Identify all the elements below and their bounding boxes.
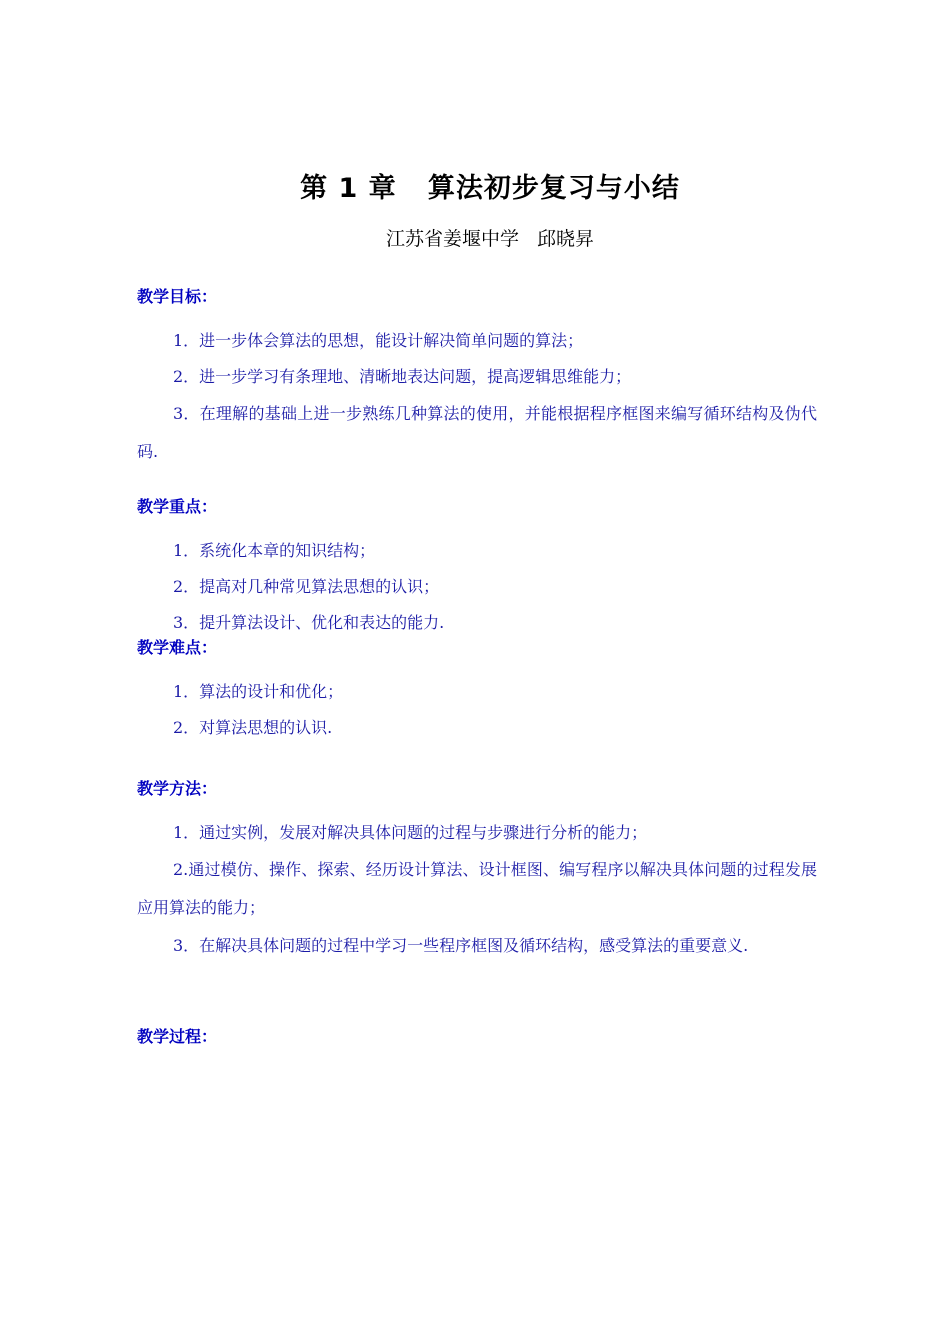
list-item: 1．系统化本章的知识结构； [173, 541, 376, 560]
section-heading: 教学方法： [137, 779, 218, 798]
section-heading: 教学难点： [137, 638, 218, 657]
list-item: 1．通过实例，发展对解决具体问题的过程与步骤进行分析的能力； [173, 823, 648, 842]
section-process [137, 1027, 817, 1063]
author-line: 江苏省姜堰中学 邱晓昇 [385, 228, 595, 250]
list-item: 3．提升算法设计、优化和表达的能力. [173, 613, 445, 632]
section-key-points [137, 497, 817, 641]
list-item: 2．进一步学习有条理地、清晰地表达问题，提高逻辑思维能力； [173, 367, 632, 386]
list-item: 2.通过模仿、操作、探索、经历设计算法、设计框图、编写程序以解决具体问题的过程发展应用算法的能力； [137, 860, 817, 917]
section-objectives [137, 287, 817, 471]
list-item: 2．对算法思想的认识. [173, 718, 333, 737]
chapter-title: 第 1 章 算法初步复习与小结 [300, 173, 680, 204]
list-item: 3．在理解的基础上进一步熟练几种算法的使用，并能根据程序框图来编写循环结构及伪代码. [137, 404, 817, 461]
section-heading: 教学过程： [137, 1027, 218, 1046]
section-difficulties [137, 638, 817, 746]
list-item: 2．提高对几种常见算法思想的认识； [173, 577, 440, 596]
list-item: 1．算法的设计和优化； [173, 682, 344, 701]
section-heading: 教学目标： [137, 287, 218, 306]
section-methods [137, 779, 817, 965]
list-item: 1．进一步体会算法的思想，能设计解决简单问题的算法； [173, 331, 584, 350]
list-item: 3．在解决具体问题的过程中学习一些程序框图及循环结构，感受算法的重要意义. [173, 936, 749, 955]
section-heading: 教学重点： [137, 497, 218, 516]
